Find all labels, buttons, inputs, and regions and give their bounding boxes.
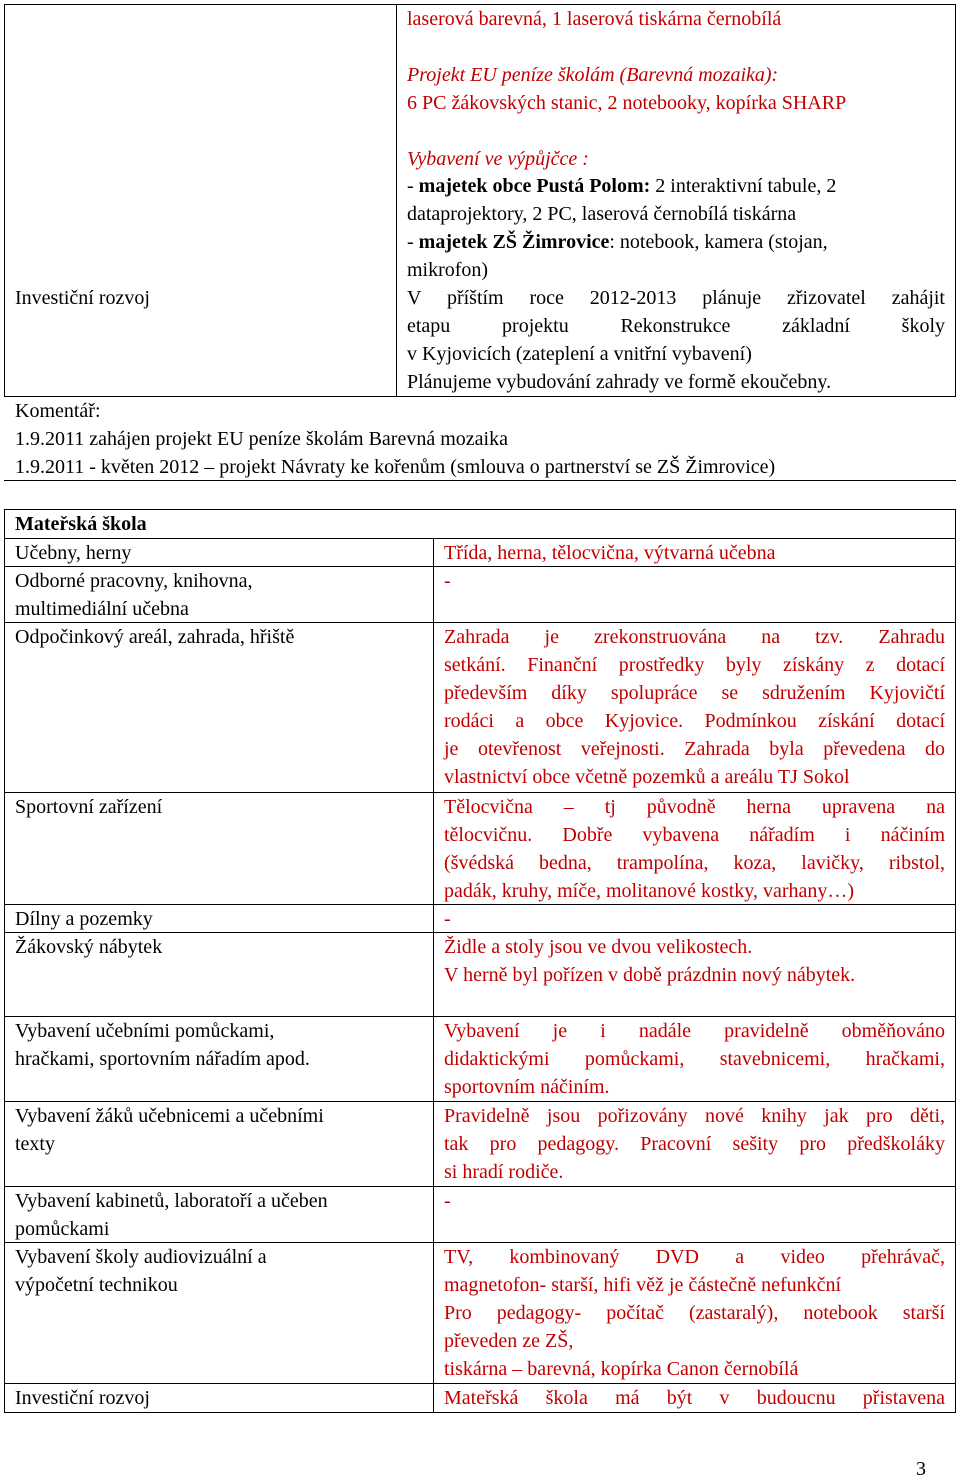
loan-item-dash: -	[407, 175, 419, 197]
row-value: -	[444, 570, 451, 592]
row-label: Sportovní zařízení	[15, 796, 163, 818]
table2-heading: Mateřská škola	[15, 513, 147, 535]
loan-owner-obec: majetek obce Pustá Polom:	[418, 175, 651, 197]
row-value: didaktickými pomůckami, stavebnicemi, hračkami,	[444, 1048, 945, 1070]
row-value: si hradí rodiče.	[444, 1161, 564, 1183]
loan-item-obec	[407, 172, 836, 200]
row-label: Vybavení žáků učebnicemi a učebními	[15, 1105, 324, 1127]
eu-project-heading: Projekt EU peníze školám (Barevná mozaika):	[407, 64, 779, 86]
row-label: Odborné pracovny, knihovna,	[15, 570, 253, 592]
row-value: vlastnictví obce včetně pozemků a areálu TJ Sokol	[444, 766, 850, 788]
table1-column-divider	[396, 4, 397, 396]
invest-text-line: V příštím roce 2012-2013 plánuje zřizovatel zahájit	[407, 287, 945, 309]
row-value: tak pro pedagogy. Pracovní sešity pro předškoláky	[444, 1133, 945, 1155]
row-label: Vybavení kabinetů, laboratoří a učeben	[15, 1190, 328, 1212]
row-value: převeden ze ZŠ,	[444, 1330, 574, 1352]
row-label: Učebny, herny	[15, 542, 132, 564]
table2-border-top	[4, 509, 956, 510]
invest-label: Investiční rozvoj	[15, 287, 150, 309]
eu-project-items: 6 PC žákovských stanic, 2 notebooky, kopírka SHARP	[407, 92, 847, 114]
row-value: Mateřská škola má být v budoucnu přistavena	[444, 1387, 945, 1409]
row-value: Vybavení je i nadále pravidelně obměňováno	[444, 1020, 945, 1042]
row-label: multimediální učebna	[15, 598, 189, 620]
row-label: pomůckami	[15, 1218, 110, 1240]
row-value: Tělocvična – tj původně herna upravena na	[444, 796, 945, 818]
row-value: rodáci a obce Kyjovice. Podmínkou získání dotací	[444, 710, 945, 732]
row-value: padák, kruhy, míče, molitanové kostky, varhany…)	[444, 880, 855, 902]
row-value: Pravidelně jsou pořizovány nové knihy jak pro děti,	[444, 1105, 945, 1127]
row-value: (švédská bedna, trampolína, koza, lavičky, ribstol,	[444, 852, 945, 874]
invest-text-line: Plánujeme vybudování zahrady ve formě ekoučebny.	[407, 371, 832, 393]
row-label: Dílny a pozemky	[15, 908, 153, 930]
row-value: tělocvičnu. Dobře vybavena nářadím i náčiním	[444, 824, 945, 846]
row-value: tiskárna – barevná, kopírka Canon černobílá	[444, 1358, 799, 1380]
comment-label: Komentář:	[15, 400, 101, 422]
row-label: hračkami, sportovním nářadím apod.	[15, 1048, 310, 1070]
table1-row-divider	[4, 396, 956, 397]
row-value: Zahrada je zrekonstruována na tzv. Zahradu	[444, 626, 945, 648]
loan-item-zs	[407, 228, 828, 256]
row-value: Pro pedagogy- počítač (zastaralý), notebook starší	[444, 1302, 945, 1324]
table1-border-left	[4, 4, 5, 396]
row-label: Investiční rozvoj	[15, 1387, 150, 1409]
row-label: Vybavení učebními pomůckami,	[15, 1020, 275, 1042]
row-value: Třída, herna, tělocvična, výtvarná učebna	[444, 542, 776, 564]
invest-text-line: etapu projektu Rekonstrukce základní školy	[407, 315, 945, 337]
row-value: TV, kombinovaný DVD a video přehrávač,	[444, 1246, 945, 1268]
row-value: setkání. Finanční prostředky byly získány z dotací	[444, 654, 945, 676]
row-label: Žákovský nábytek	[15, 936, 163, 958]
loan-item-zs-cont: mikrofon)	[407, 259, 489, 281]
comment-line: 1.9.2011 zahájen projekt EU peníze školám Barevná mozaika	[15, 428, 508, 450]
loan-item-obec-cont: dataprojektory, 2 PC, laserová černobílá tiskárna	[407, 203, 797, 225]
table2-column-divider	[433, 538, 434, 1413]
comment-line: 1.9.2011 - květen 2012 – projekt Návraty ke kořenům (smlouva o partnerství se ZŠ Žimrovice)	[15, 456, 776, 478]
row-label: výpočetní technikou	[15, 1274, 178, 1296]
row-label: Vybavení školy audiovizuální a	[15, 1246, 267, 1268]
row-value: -	[444, 1190, 451, 1212]
table2-border-left	[4, 509, 5, 1413]
row-value: magnetofon- starší, hifi věž je částečně nefunkční	[444, 1274, 842, 1296]
loan-item-zs-rest: : notebook, kamera (stojan,	[609, 231, 828, 253]
equipment-line: laserová barevná, 1 laserová tiskárna černobílá	[407, 8, 782, 30]
row-value: Židle a stoly jsou ve dvou velikostech.	[444, 936, 753, 958]
row-value: sportovním náčiním.	[444, 1076, 610, 1098]
loan-item-dash: -	[407, 231, 419, 253]
loan-heading: Vybavení ve výpůjčce :	[407, 148, 589, 170]
page-number: 3	[916, 1458, 926, 1480]
row-value: především díky spolupráce se sdružením Kyjovičtí	[444, 682, 945, 704]
table2-border-right	[955, 509, 956, 1413]
row-value: je otevřenost veřejnosti. Zahrada byla převedena do	[444, 738, 945, 760]
loan-item-obec-rest: 2 interaktivní tabule, 2	[650, 175, 837, 197]
row-label: texty	[15, 1133, 55, 1155]
table2-border-bottom	[4, 1412, 956, 1413]
row-label: Odpočinkový areál, zahrada, hřiště	[15, 626, 295, 648]
row-value: -	[444, 908, 451, 930]
row-value: V herně byl pořízen v době prázdnin nový nábytek.	[444, 964, 856, 986]
loan-owner-zs: majetek ZŠ Žimrovice	[418, 231, 610, 253]
invest-text-line: v Kyjovicích (zateplení a vnitřní vybavení)	[407, 343, 752, 365]
table1-border-right	[955, 4, 956, 396]
